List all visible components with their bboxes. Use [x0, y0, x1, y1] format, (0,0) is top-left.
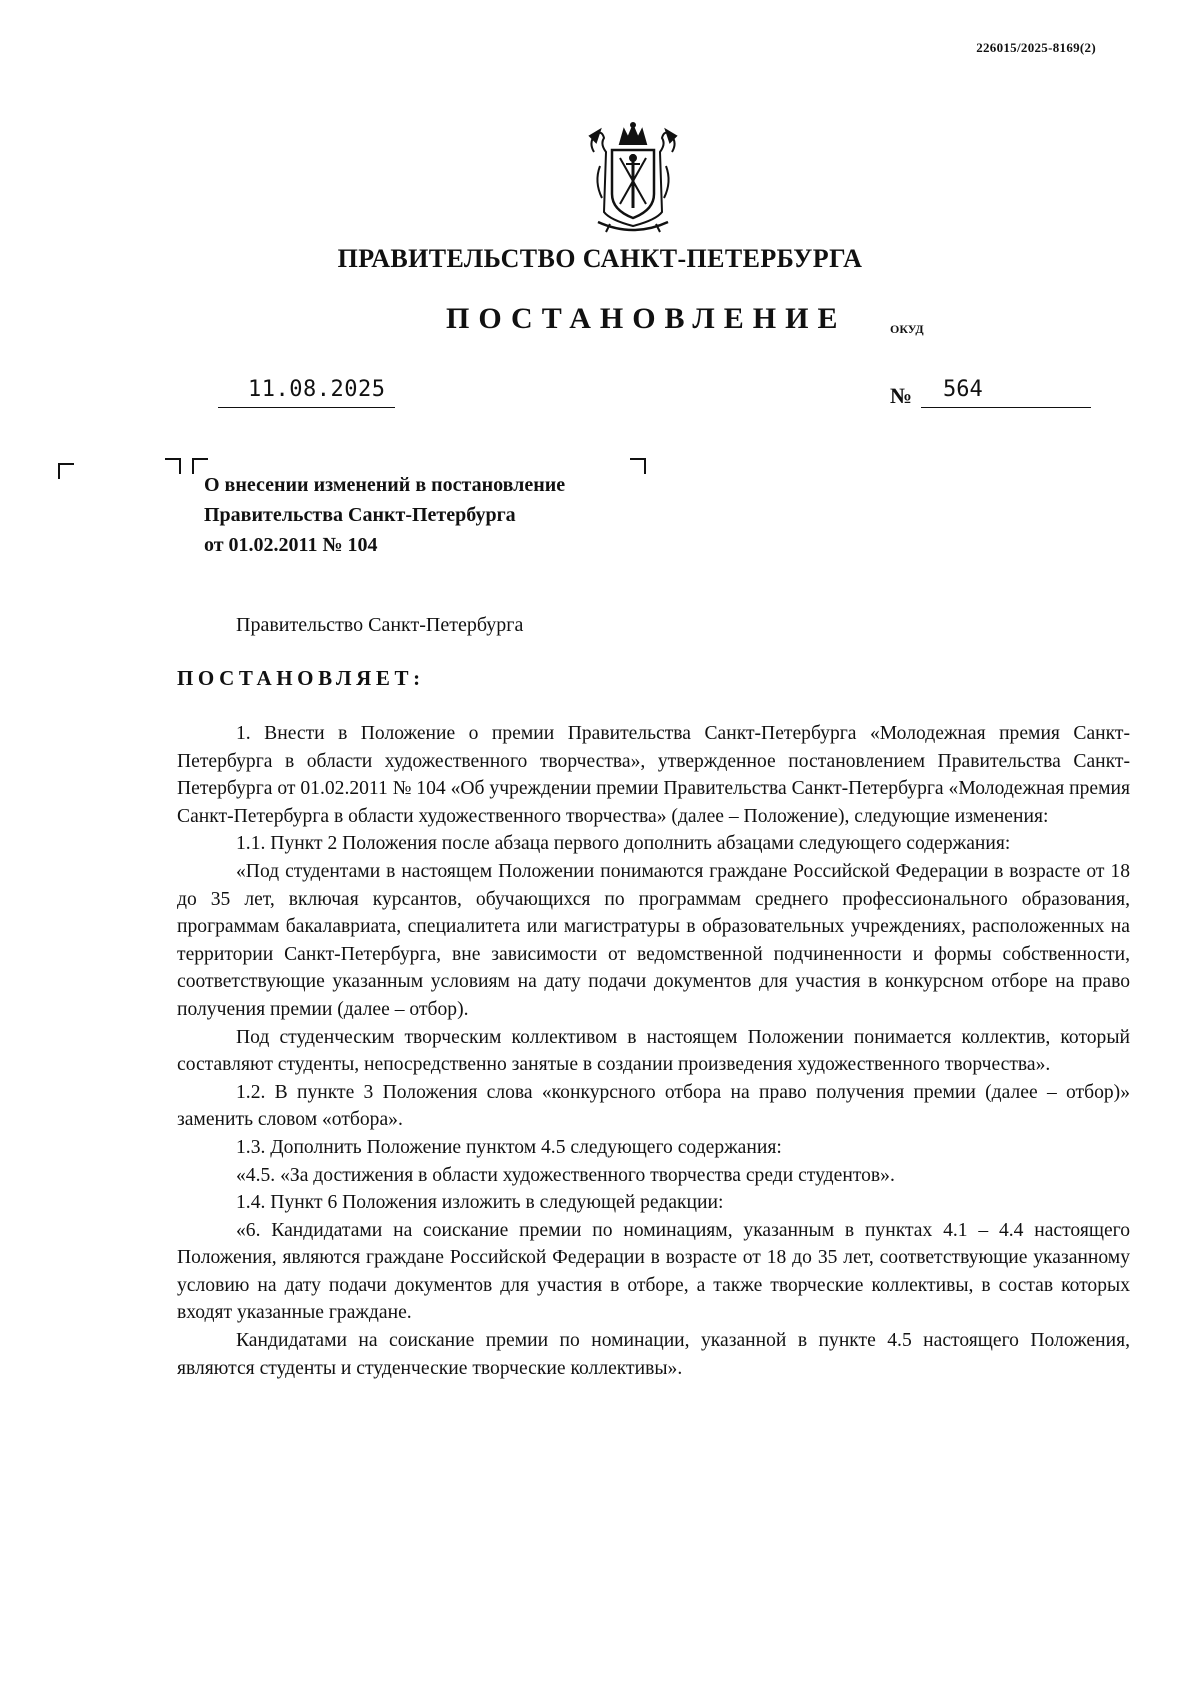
- paragraph: 1.2. В пункте 3 Положения слова «конкурсного отбора на право получения премии (далее – отбор)» заменить словом «отбора».: [177, 1081, 1130, 1131]
- subject-bracket-close: [630, 458, 646, 474]
- decree-word: ПОСТАНОВЛЯЕТ:: [177, 666, 425, 690]
- left-margin-bracket: [58, 463, 74, 479]
- paragraph: «Под студентами в настоящем Положении понимаются граждане Российской Федерации в возрасте от 18 до 35 лет, включая курсантов, обучающихся по программам среднего профессионального образования, программам бакалавриата, специалитета или магистратуры в образовательных учреждениях, расположенных на территории Санкт-Петербурга, вне зависимости от ведомственной подчиненности и формы собственности, соответствующие указанным условиям на дату подачи документов для участия в конкурсном отборе на право получения премии (далее – отбор).: [177, 860, 1130, 1020]
- subject-line: Правительства Санкт-Петербурга: [204, 504, 516, 526]
- subject-line: от 01.02.2011 № 104: [204, 534, 378, 556]
- saint-petersburg-coat-of-arms-icon: [580, 122, 686, 234]
- subject-heading: [204, 470, 565, 560]
- number-sign: №: [890, 383, 913, 408]
- document-date: 11.08.2025: [248, 377, 386, 402]
- okud-label: ОКУД: [890, 322, 924, 336]
- paragraph: «4.5. «За достижения в области художественного творчества среди студентов».: [236, 1164, 895, 1186]
- preamble: Правительство Санкт-Петербурга: [236, 614, 524, 636]
- paragraph: 1. Внести в Положение о премии Правительства Санкт-Петербурга «Молодежная премия Санкт-Петербурга в области художественного творчества», утвержденное постановлением Правительства Санкт-Петербурга от 01.02.2011 № 104 «Об учреждении премии Правительства Санкт-Петербурга «Молодежная премия Санкт-Петербурга в области художественного творчества» (далее – Положение), следующие изменения:: [177, 723, 1130, 827]
- document-number: 564: [943, 377, 983, 402]
- paragraph: «6. Кандидатами на соискание премии по номинациям, указанным в пунктах 4.1 – 4.4 настоящего Положения, являются граждане Российской Федерации в возрасте от 18 до 35 лет, соответствующие указанному условию на дату подачи документов для участия в отборе, а также творческие коллективы, в состав которых входят указанные граждане.: [177, 1219, 1130, 1324]
- resolution-heading: ПОСТАНОВЛЕНИЕ: [446, 302, 847, 335]
- document-body: [177, 720, 1130, 1382]
- subject-line: О внесении изменений в постановление: [204, 474, 566, 496]
- number-field: [921, 377, 1091, 408]
- government-title: ПРАВИТЕЛЬСТВО САНКТ-ПЕТЕРБУРГА: [337, 244, 863, 273]
- subject-bracket-left-close: [165, 458, 181, 474]
- paragraph: Под студенческим творческим коллективом в настоящем Положении понимается коллектив, который составляют студенты, непосредственно занятые в создании произведения художественного творчества».: [177, 1026, 1130, 1076]
- paragraph: 1.4. Пункт 6 Положения изложить в следующей редакции:: [236, 1192, 724, 1214]
- date-field: [218, 377, 395, 408]
- document-code: 226015/2025-8169(2): [976, 40, 1096, 55]
- paragraph: 1.1. Пункт 2 Положения после абзаца первого дополнить абзацами следующего содержания:: [236, 833, 1011, 855]
- paragraph: 1.3. Дополнить Положение пунктом 4.5 следующего содержания:: [236, 1136, 782, 1158]
- paragraph: Кандидатами на соискание премии по номинации, указанной в пункте 4.5 настоящего Положения, являются студенты и студенческие творческие коллективы».: [177, 1330, 1130, 1379]
